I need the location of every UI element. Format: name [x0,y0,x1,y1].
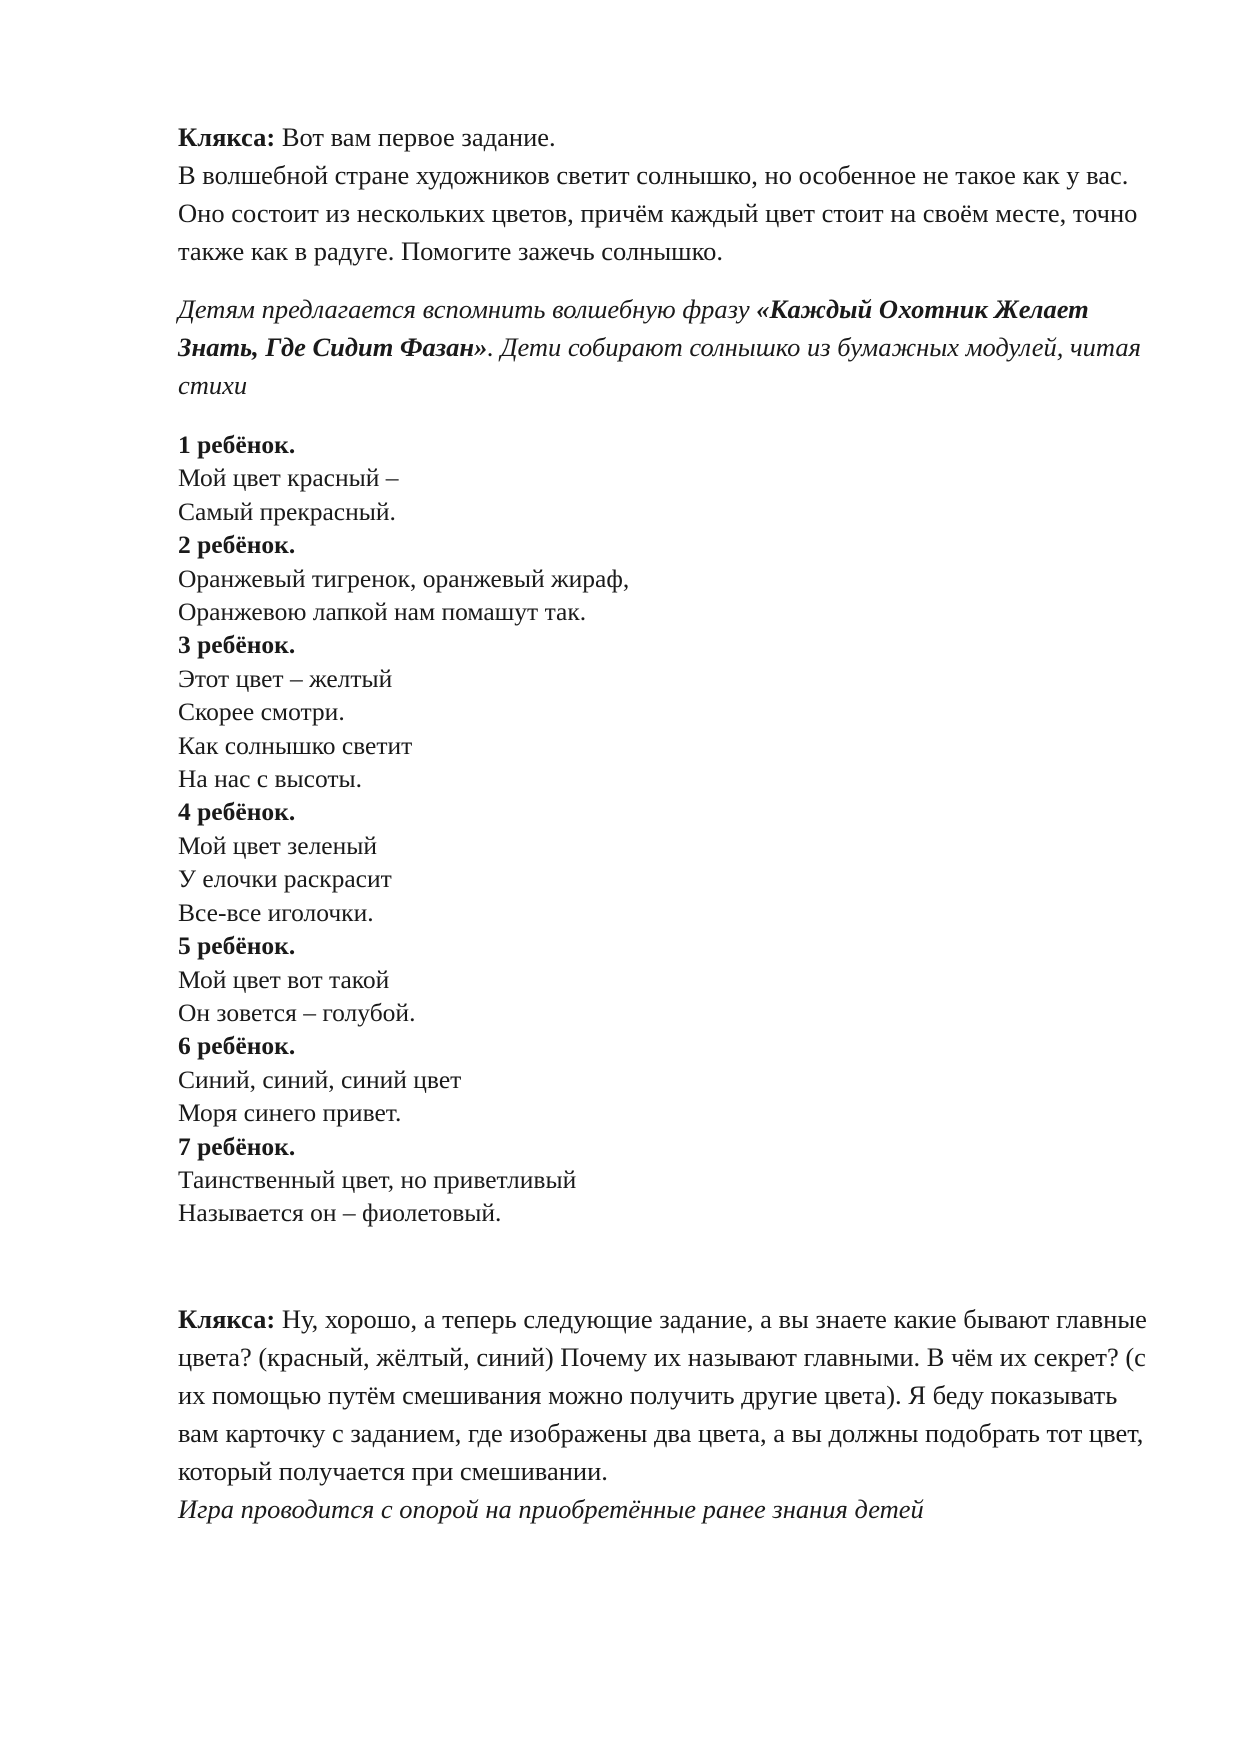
verse-line: Называется он – фиолетовый. [178,1198,502,1228]
verse-line: Моря синего привет. [178,1098,402,1128]
verse-line: Мой цвет красный – [178,463,399,493]
document-page [178,118,1158,1528]
verse-head: 2 ребёнок. [178,530,296,560]
verse-head: 3 ребёнок. [178,630,296,660]
verse-line: Оранжевою лапкой нам помашут так. [178,597,587,627]
verse-line: У елочки раскрасит [178,864,392,894]
verse-5 [178,929,1158,1029]
verse-line: Мой цвет вот такой [178,964,390,994]
note-phrase: «Каждый Охотник Желает Знать, Где Сидит Фазан» [178,294,1089,362]
verse-line: Мой цвет зеленый [178,830,378,860]
verse-line: Как солнышко светит [178,730,413,760]
instruction-note [178,290,1158,404]
verse-6 [178,1029,1158,1129]
verse-line: Оранжевый тигренок, оранжевый жираф, [178,563,630,593]
task2-paragraph [178,1300,1158,1528]
verse-1 [178,428,1158,528]
verse-2 [178,528,1158,628]
note-part2: . Дети собирают солнышко из бумажных модулей, читая стихи [178,332,1141,400]
task2-note: Игра проводится с опорой на приобретённые ранее знания детей [178,1493,924,1524]
intro-paragraph [178,118,1158,270]
verse-line: Он зовется – голубой. [178,997,416,1027]
intro-lead: Вот вам первое задание. [275,122,556,152]
verse-line: Таинственный цвет, но приветливый [178,1164,577,1194]
task2-text: Ну, хорошо, а теперь следующие задание, а вы знаете какие бывают главные цвета? (красный, жёлтый, синий) Почему их называют главными. В чём их секрет? (с их помощью путём смешивания можно получить другие цвета). Я беду показывать вам карточку с заданием, где изображены два цвета, а вы должны подобрать тот цвет, который получается при смешивании. [178,1303,1147,1486]
verse-line: На нас с высоты. [178,764,363,794]
intro-speaker: Клякса: [178,122,276,152]
verse-line: Самый прекрасный. [178,496,396,526]
verse-head: 5 ребёнок. [178,931,296,961]
verses-list [178,428,1158,1230]
verse-line: Все-все иголочки. [178,897,374,927]
verse-head: 1 ребёнок. [178,430,296,459]
verse-3 [178,628,1158,795]
verse-line: Скорее смотри. [178,697,345,727]
verse-line: Этот цвет – желтый [178,663,393,693]
task2-speaker: Клякса: [178,1303,276,1334]
verse-7 [178,1130,1158,1230]
verse-head: 6 ребёнок. [178,1031,296,1061]
verse-head: 4 ребёнок. [178,797,296,827]
intro-text: В волшебной стране художников светит солнышко, но особенное не такое как у вас. Оно состоит из нескольких цветов, причём каждый цвет стоит на своём месте, точно также как в радуге. Помогите зажечь солнышко. [178,160,1138,266]
note-part1: Детям предлагается вспомнить волшебную фразу [178,294,757,324]
verse-line: Синий, синий, синий цвет [178,1064,462,1094]
verse-head: 7 ребёнок. [178,1131,296,1161]
verse-4 [178,795,1158,929]
